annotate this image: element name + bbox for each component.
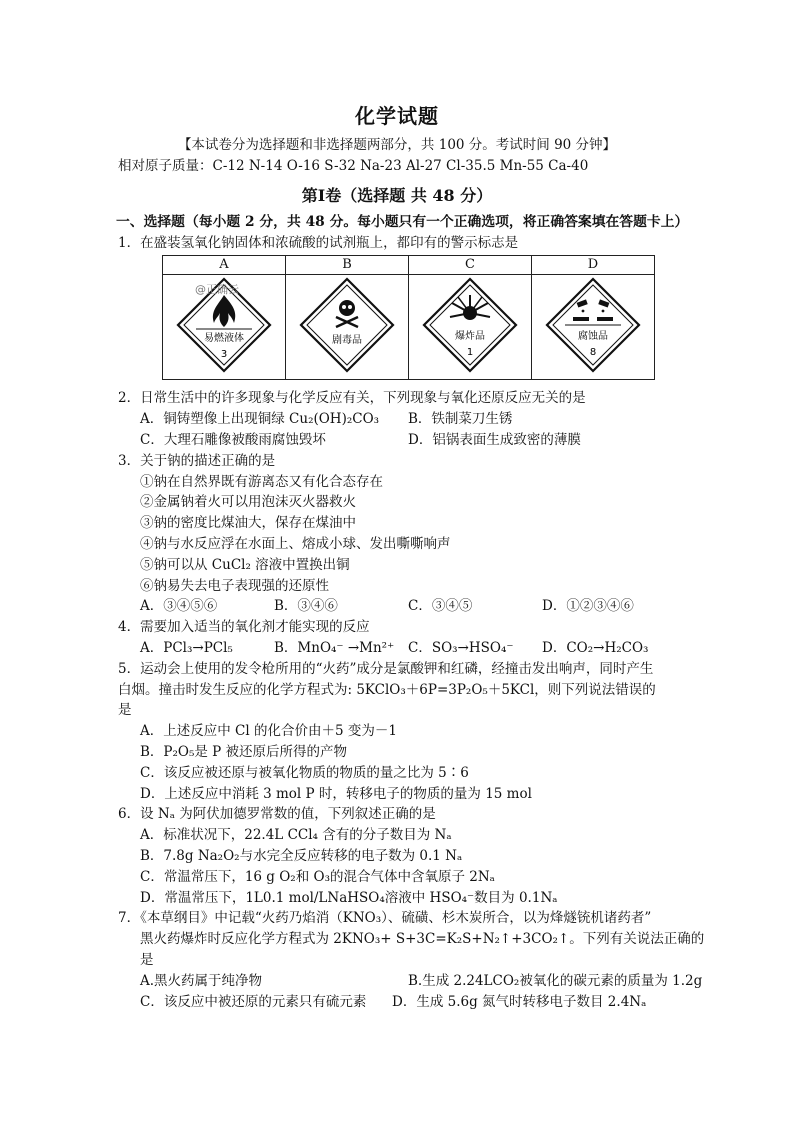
option-b-header: B	[286, 256, 409, 275]
option-a: A．③④⑤⑥	[140, 598, 218, 615]
question-1-stem: 1．在盛装氢氧化钠固体和浓硫酸的试剂瓶上，都印有的警示标志是	[118, 234, 519, 251]
sign-cell-a	[163, 275, 286, 380]
question-4-stem: 4．需要加入适当的氧化剂才能实现的反应	[118, 619, 370, 636]
option-a: A．PCl₃→PCl₅	[140, 639, 233, 656]
option-b: B．MnO₄⁻ →Mn²⁺	[274, 639, 395, 656]
part-one-heading: 一、选择题（每小题 2 分，共 48 分。每小题只有一个正确选项，将正确答案填在答题卡上）	[116, 213, 689, 230]
sign-d-label: 腐蚀品	[578, 331, 608, 343]
question-7-stem-2: 黑火药爆炸时反应化学方程式为 2KNO₃+ S+3C=K₂S+N₂↑+3CO₂↑。下列有关说法正确的	[140, 931, 705, 948]
sign-a-number: 3	[220, 349, 228, 361]
watermark: @正确云	[195, 283, 239, 297]
exam-instructions: 【本试卷分为选择题和非选择题两部分，共 100 分。考试时间 90 分钟】	[177, 137, 617, 153]
toxic-sign	[297, 275, 397, 375]
statement-item: ③钠的密度比煤油大，保存在煤油中	[140, 515, 356, 532]
option-b: B．P₂O₅是 P 被还原后所得的产物	[140, 743, 348, 760]
option-c-header: C	[409, 256, 532, 275]
question-7-options-row-1	[118, 971, 703, 992]
question-3-stem: 3．关于钠的描述正确的是	[118, 452, 276, 469]
option-c: C．该反应中被还原的元素只有硫元素	[140, 993, 367, 1010]
question-7-stem-1: 7．《本草纲目》中记载“火药乃焰消（KNO₃）、硫磺、杉木炭所合，以为烽燧铳机诸药者”	[118, 910, 652, 927]
question-6-stem: 6．设 Nₐ 为阿伏加德罗常数的值，下列叙述正确的是	[118, 806, 436, 823]
question-5-stem-1: 5．运动会上使用的发令枪所用的“火药”成分是氯酸钾和红磷，经撞击发出响声，同时产生	[118, 660, 654, 677]
option-c: C．常温常压下，16 g O₂和 O₃的混合气体中含氧原子 2Nₐ	[140, 868, 495, 885]
option-b: B．③④⑥	[274, 598, 338, 615]
option-d: D．①②③④⑥	[542, 598, 634, 615]
option-a: A.黑火药属于纯净物	[140, 972, 263, 989]
question-2-stem: 2．日常生活中的许多现象与化学反应有关，下列现象与氧化还原反应无关的是	[118, 390, 586, 407]
sign-a-label: 易燃液体	[204, 333, 244, 345]
statement-item: ⑥钠易失去电子表现强的还原性	[140, 577, 329, 594]
option-a: A．上述反应中 Cl 的化合价由＋5 变为－1	[140, 723, 397, 740]
option-c: C．该反应被还原与被氧化物质的物质的量之比为 5∶6	[140, 764, 469, 781]
option-d: D．生成 5.6g 氮气时转移电子数目 2.4Nₐ	[392, 993, 647, 1010]
option-d: D．铝锅表面生成致密的薄膜	[408, 431, 581, 448]
sign-b-label: 剧毒品	[332, 335, 362, 347]
statement-item: ⑤钠可以从 CuCl₂ 溶液中置换出铜	[140, 556, 350, 573]
option-b: B．铁制菜刀生锈	[408, 411, 513, 428]
statement-item: ①钠在自然界既有游离态又有化合态存在	[140, 473, 383, 490]
question-2-options-row-1	[118, 409, 676, 430]
option-a-header: A	[163, 256, 286, 275]
option-d-header: D	[532, 256, 655, 275]
option-c: C．SO₃→HSO₄⁻	[408, 639, 514, 656]
option-d: D．常温常压下，1L0.1 mol/LNaHSO₄溶液中 HSO₄⁻数目为 0.1Nₐ	[140, 889, 558, 906]
corrosive-icon	[573, 300, 613, 322]
statement-item: ④钠与水反应浮在水面上、熔成小球、发出嘶嘶响声	[140, 535, 451, 552]
question-5-stem-2: 白烟。撞击时发生反应的化学方程式为: 5KClO₃＋6P=3P₂O₅＋5KCl，则下列说法错误的	[118, 681, 656, 698]
warning-sign-table	[162, 255, 655, 380]
option-d: D．CO₂→H₂CO₃	[542, 639, 649, 656]
corrosive-sign	[543, 275, 643, 375]
option-a: A．标准状况下，22.4L CCl₄ 含有的分子数目为 Nₐ	[140, 827, 452, 844]
question-7-options-row-2	[118, 992, 676, 1013]
option-c: C．大理石雕像被酸雨腐蚀毁坏	[140, 431, 326, 448]
sign-c-label: 爆炸品	[455, 331, 485, 343]
option-b: B．7.8g Na₂O₂与水完全反应转移的电子数为 0.1 Nₐ	[140, 847, 463, 864]
sign-cell-c	[409, 275, 532, 380]
statement-item: ②金属钠着火可以用泡沫灭火器救火	[140, 494, 356, 511]
question-2-options-row-2	[118, 430, 676, 451]
sign-cell-d	[532, 275, 655, 380]
option-b: B.生成 2.24LCO₂被氧化的碳元素的质量为 1.2g	[408, 972, 703, 989]
option-a: A．铜铸塑像上出现铜绿 Cu₂(OH)₂CO₃	[140, 411, 380, 428]
sign-d-number: 8	[589, 347, 597, 359]
question-4-options	[118, 638, 676, 659]
question-3-options	[118, 596, 676, 617]
question-7-stem-3: 是	[140, 951, 154, 968]
sign-c-number: 1	[466, 347, 474, 359]
flame-icon	[213, 295, 235, 327]
section-heading: 第Ⅰ卷（选择题 共 48 分）	[301, 185, 493, 205]
question-5-stem-3: 是	[118, 702, 132, 719]
option-d: D．上述反应中消耗 3 mol P 时，转移电子的物质的量为 15 mol	[140, 785, 532, 802]
page-title: 化学试题	[355, 104, 439, 128]
explosive-sign	[420, 275, 520, 375]
atomic-masses: 相对原子质量：C-12 N-14 O-16 S-32 Na-23 Al-27 Cl-35.5 Mn-55 Ca-40	[118, 157, 589, 174]
option-c: C．③④⑤	[408, 598, 473, 615]
sign-cell-b	[286, 275, 409, 380]
skull-crossbones-icon	[336, 300, 358, 327]
